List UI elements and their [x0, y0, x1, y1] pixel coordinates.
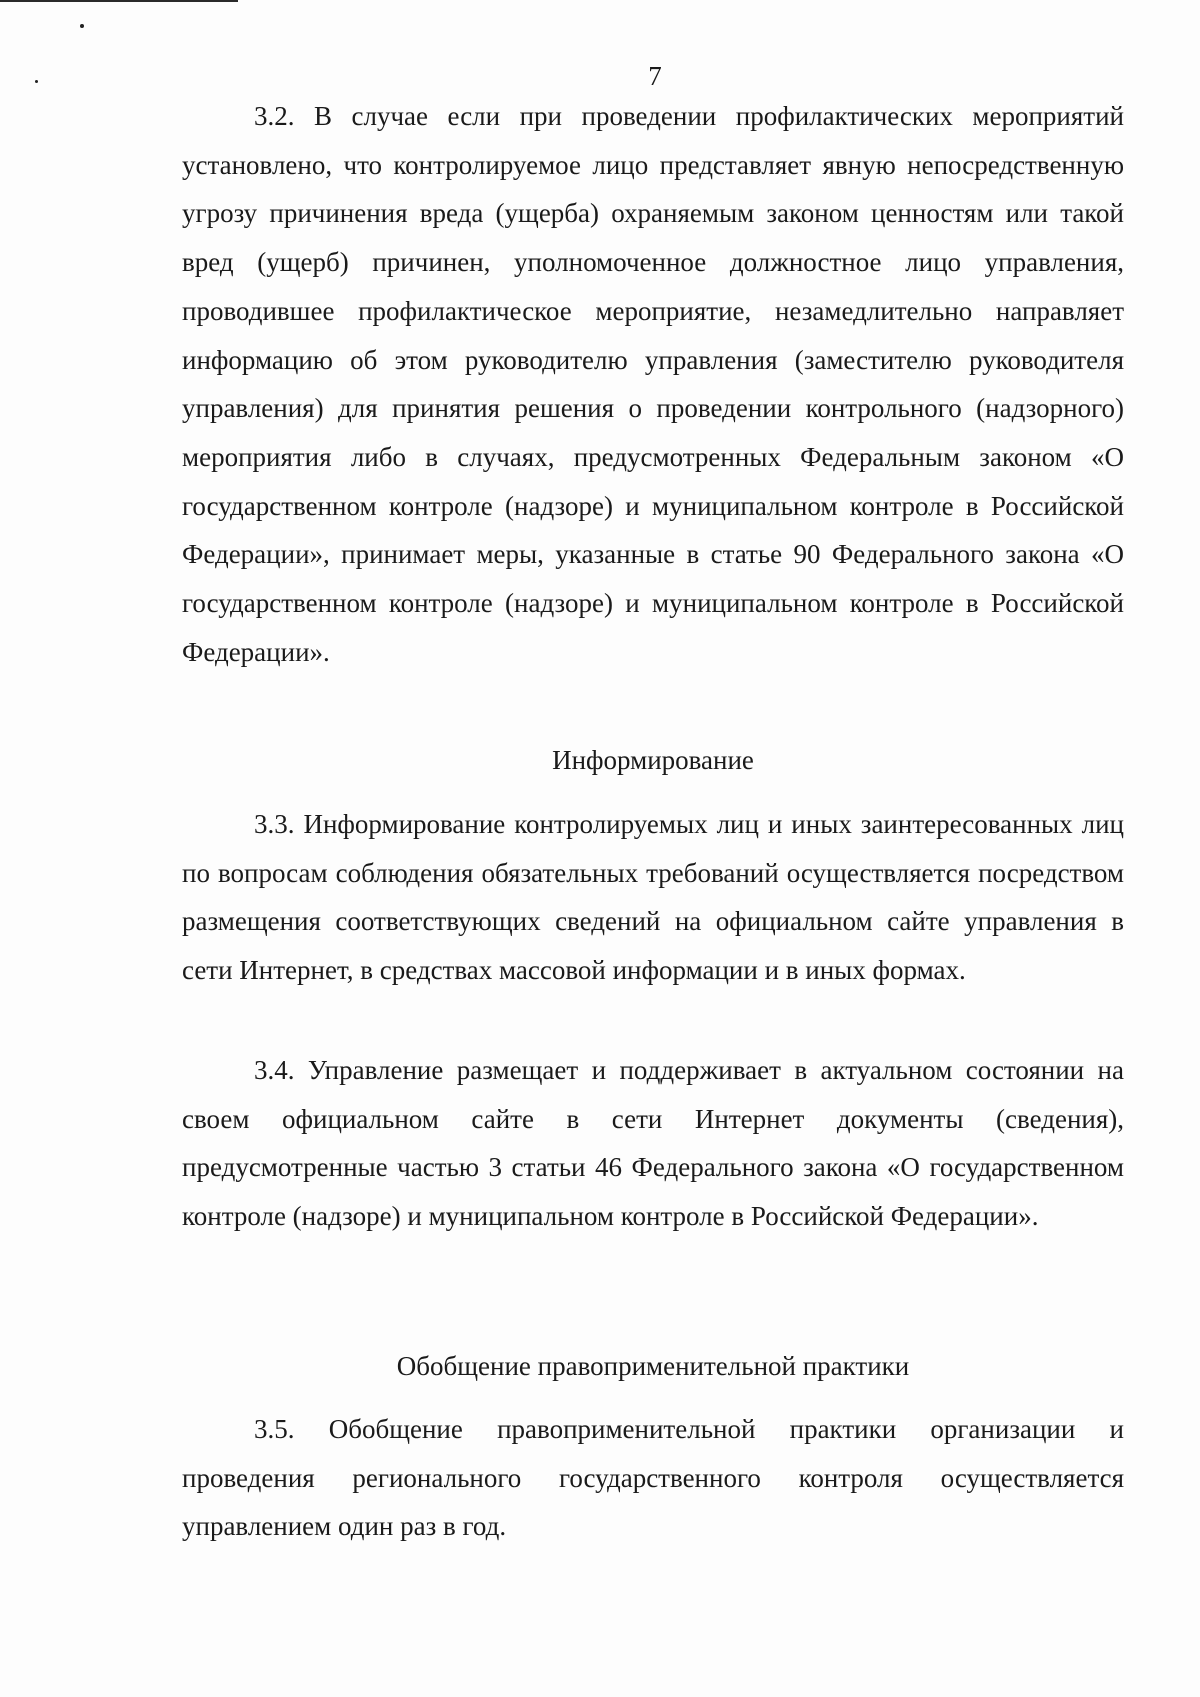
paragraph-3-4	[182, 1046, 1124, 1241]
section-heading-generalization: Обобщение правоприменительной практики	[396, 1351, 910, 1381]
paragraph-3-2	[182, 92, 1124, 676]
paragraph-3-4-text: 3.4. Управление размещает и поддерживает в актуальном состоянии на своем официальном сайте в сети Интернет документы (сведения), предусмотренные частью 3 статьи 46 Федерального закона «О государственном контроле (надзоре) и муниципальном контроле в Российской Федерации».	[182, 1055, 1124, 1232]
paragraph-3-2-text: 3.2. В случае если при проведении профилактических мероприятий установлено, что контролируемое лицо представляет явную непосредственную угрозу причинения вреда (ущерба) охраняемым законом ценностям или такой вред (ущерб) причинен, уполномоченное должностное лицо управления, проводившее профилактическое мероприятие, незамедлительно направляет информацию об этом руководителю управления (заместителю руководителя управления) для принятия решения о проведении контрольного (надзорного) мероприятия либо в случаях, предусмотренных Федеральным законом «О государственном контроле (надзоре) и муниципальном контроле в Российской Федерации», принимает меры, указанные в статье 90 Федерального закона «О государственном контроле (надзоре) и муниципальном контроле в Российской Федерации».	[182, 101, 1124, 667]
scan-top-rule	[0, 0, 238, 2]
paragraph-3-3-text: 3.3. Информирование контролируемых лиц и иных заинтересованных лиц по вопросам соблюдения обязательных требований осуществляется посредством размещения соответствующих сведений на официальном сайте управления в сети Интернет, в средствах массовой информации и в иных формах.	[182, 809, 1124, 986]
section-heading-informing: Информирование	[552, 745, 754, 775]
paragraph-3-3	[182, 800, 1124, 995]
paragraph-3-5	[182, 1405, 1124, 1551]
scan-speck	[80, 24, 84, 28]
paragraph-3-5-text: 3.5. Обобщение правоприменительной практики организации и проведения регионального государственного контроля осуществляется управлением один раз в год.	[182, 1414, 1124, 1542]
page-number: 7	[648, 61, 662, 91]
